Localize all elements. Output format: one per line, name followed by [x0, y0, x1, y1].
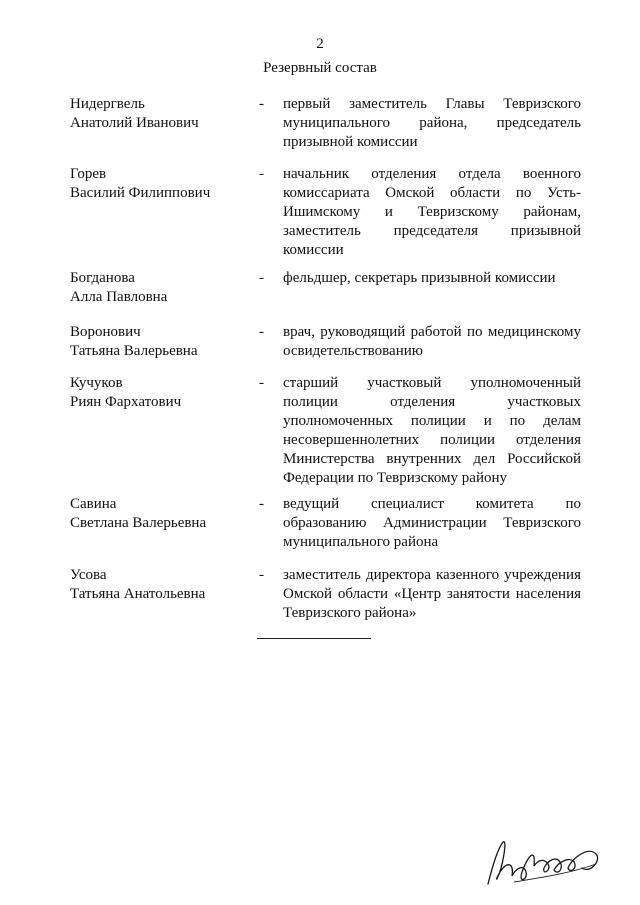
member-role	[283, 566, 581, 623]
role-line: Ишимскому и Тевризскому районам,	[283, 204, 581, 220]
role-line: образованию Администрации Тевризского	[283, 515, 581, 531]
member-role	[283, 323, 581, 361]
role-line: комиссариата Омской области по Усть-	[283, 185, 581, 201]
member-role	[283, 95, 581, 152]
signature-icon	[478, 824, 608, 894]
member-name	[70, 165, 250, 203]
role-line: призывной комиссии	[283, 134, 418, 150]
role-line: старший участковый уполномоченный	[283, 375, 581, 391]
member-given-name: Анатолий Иванович	[70, 115, 199, 131]
member-surname: Богданова	[70, 270, 135, 286]
role-line: Министерства внутренних дел Российской	[283, 451, 581, 467]
member-given-name: Риян Фархатович	[70, 394, 182, 410]
role-line: освидетельствованию	[283, 343, 423, 359]
role-line: первый заместитель Главы Тевризского	[283, 96, 581, 112]
role-line: несовершеннолетних полиции отделения	[283, 432, 581, 448]
role-line: заместитель председателя призывной	[283, 223, 581, 239]
dash: -	[259, 270, 264, 286]
member-name	[70, 95, 250, 133]
member-surname: Усова	[70, 567, 107, 583]
dash: -	[259, 567, 264, 583]
role-line: Омской области «Центр занятости населения	[283, 586, 581, 602]
member-given-name: Светлана Валерьевна	[70, 515, 207, 531]
section-title: Резервный состав	[263, 60, 377, 76]
role-line: ведущий специалист комитета по	[283, 496, 581, 512]
member-given-name: Татьяна Валерьевна	[70, 343, 198, 359]
dash: -	[259, 375, 264, 391]
dash: -	[259, 96, 264, 112]
role-line: муниципального района, председатель	[283, 115, 581, 131]
member-role	[283, 165, 581, 260]
member-surname: Кучуков	[70, 375, 123, 391]
member-role	[283, 495, 581, 552]
member-name	[70, 566, 250, 604]
dash: -	[259, 324, 264, 340]
dash: -	[259, 166, 264, 182]
page-number: 2	[316, 36, 324, 52]
role-line: фельдшер, секретарь призывной комиссии	[283, 270, 556, 286]
member-role	[283, 269, 581, 288]
member-name	[70, 323, 250, 361]
member-given-name: Василий Филиппович	[70, 185, 211, 201]
member-surname: Савина	[70, 496, 117, 512]
member-name	[70, 495, 250, 533]
role-line: уполномоченных полиции и по делам	[283, 413, 581, 429]
role-line: Тевризского района»	[283, 605, 417, 621]
member-given-name: Алла Павловна	[70, 289, 168, 305]
member-name	[70, 374, 250, 412]
dash: -	[259, 496, 264, 512]
role-line: начальник отделения отдела военного	[283, 166, 581, 182]
role-line: заместитель директора казенного учреждения	[283, 567, 581, 583]
member-given-name: Татьяна Анатольевна	[70, 586, 206, 602]
role-line: Федерации по Тевризскому району	[283, 470, 508, 486]
role-line: полиции отделения участковых	[283, 394, 581, 410]
member-surname: Горев	[70, 166, 107, 182]
role-line: муниципального района	[283, 534, 439, 550]
member-surname: Нидергвель	[70, 96, 145, 112]
role-line: комиссии	[283, 242, 344, 258]
closing-rule	[257, 638, 371, 639]
member-role	[283, 374, 581, 488]
member-surname: Воронович	[70, 324, 141, 340]
member-name	[70, 269, 250, 307]
role-line: врач, руководящий работой по медицинскому	[283, 324, 581, 340]
